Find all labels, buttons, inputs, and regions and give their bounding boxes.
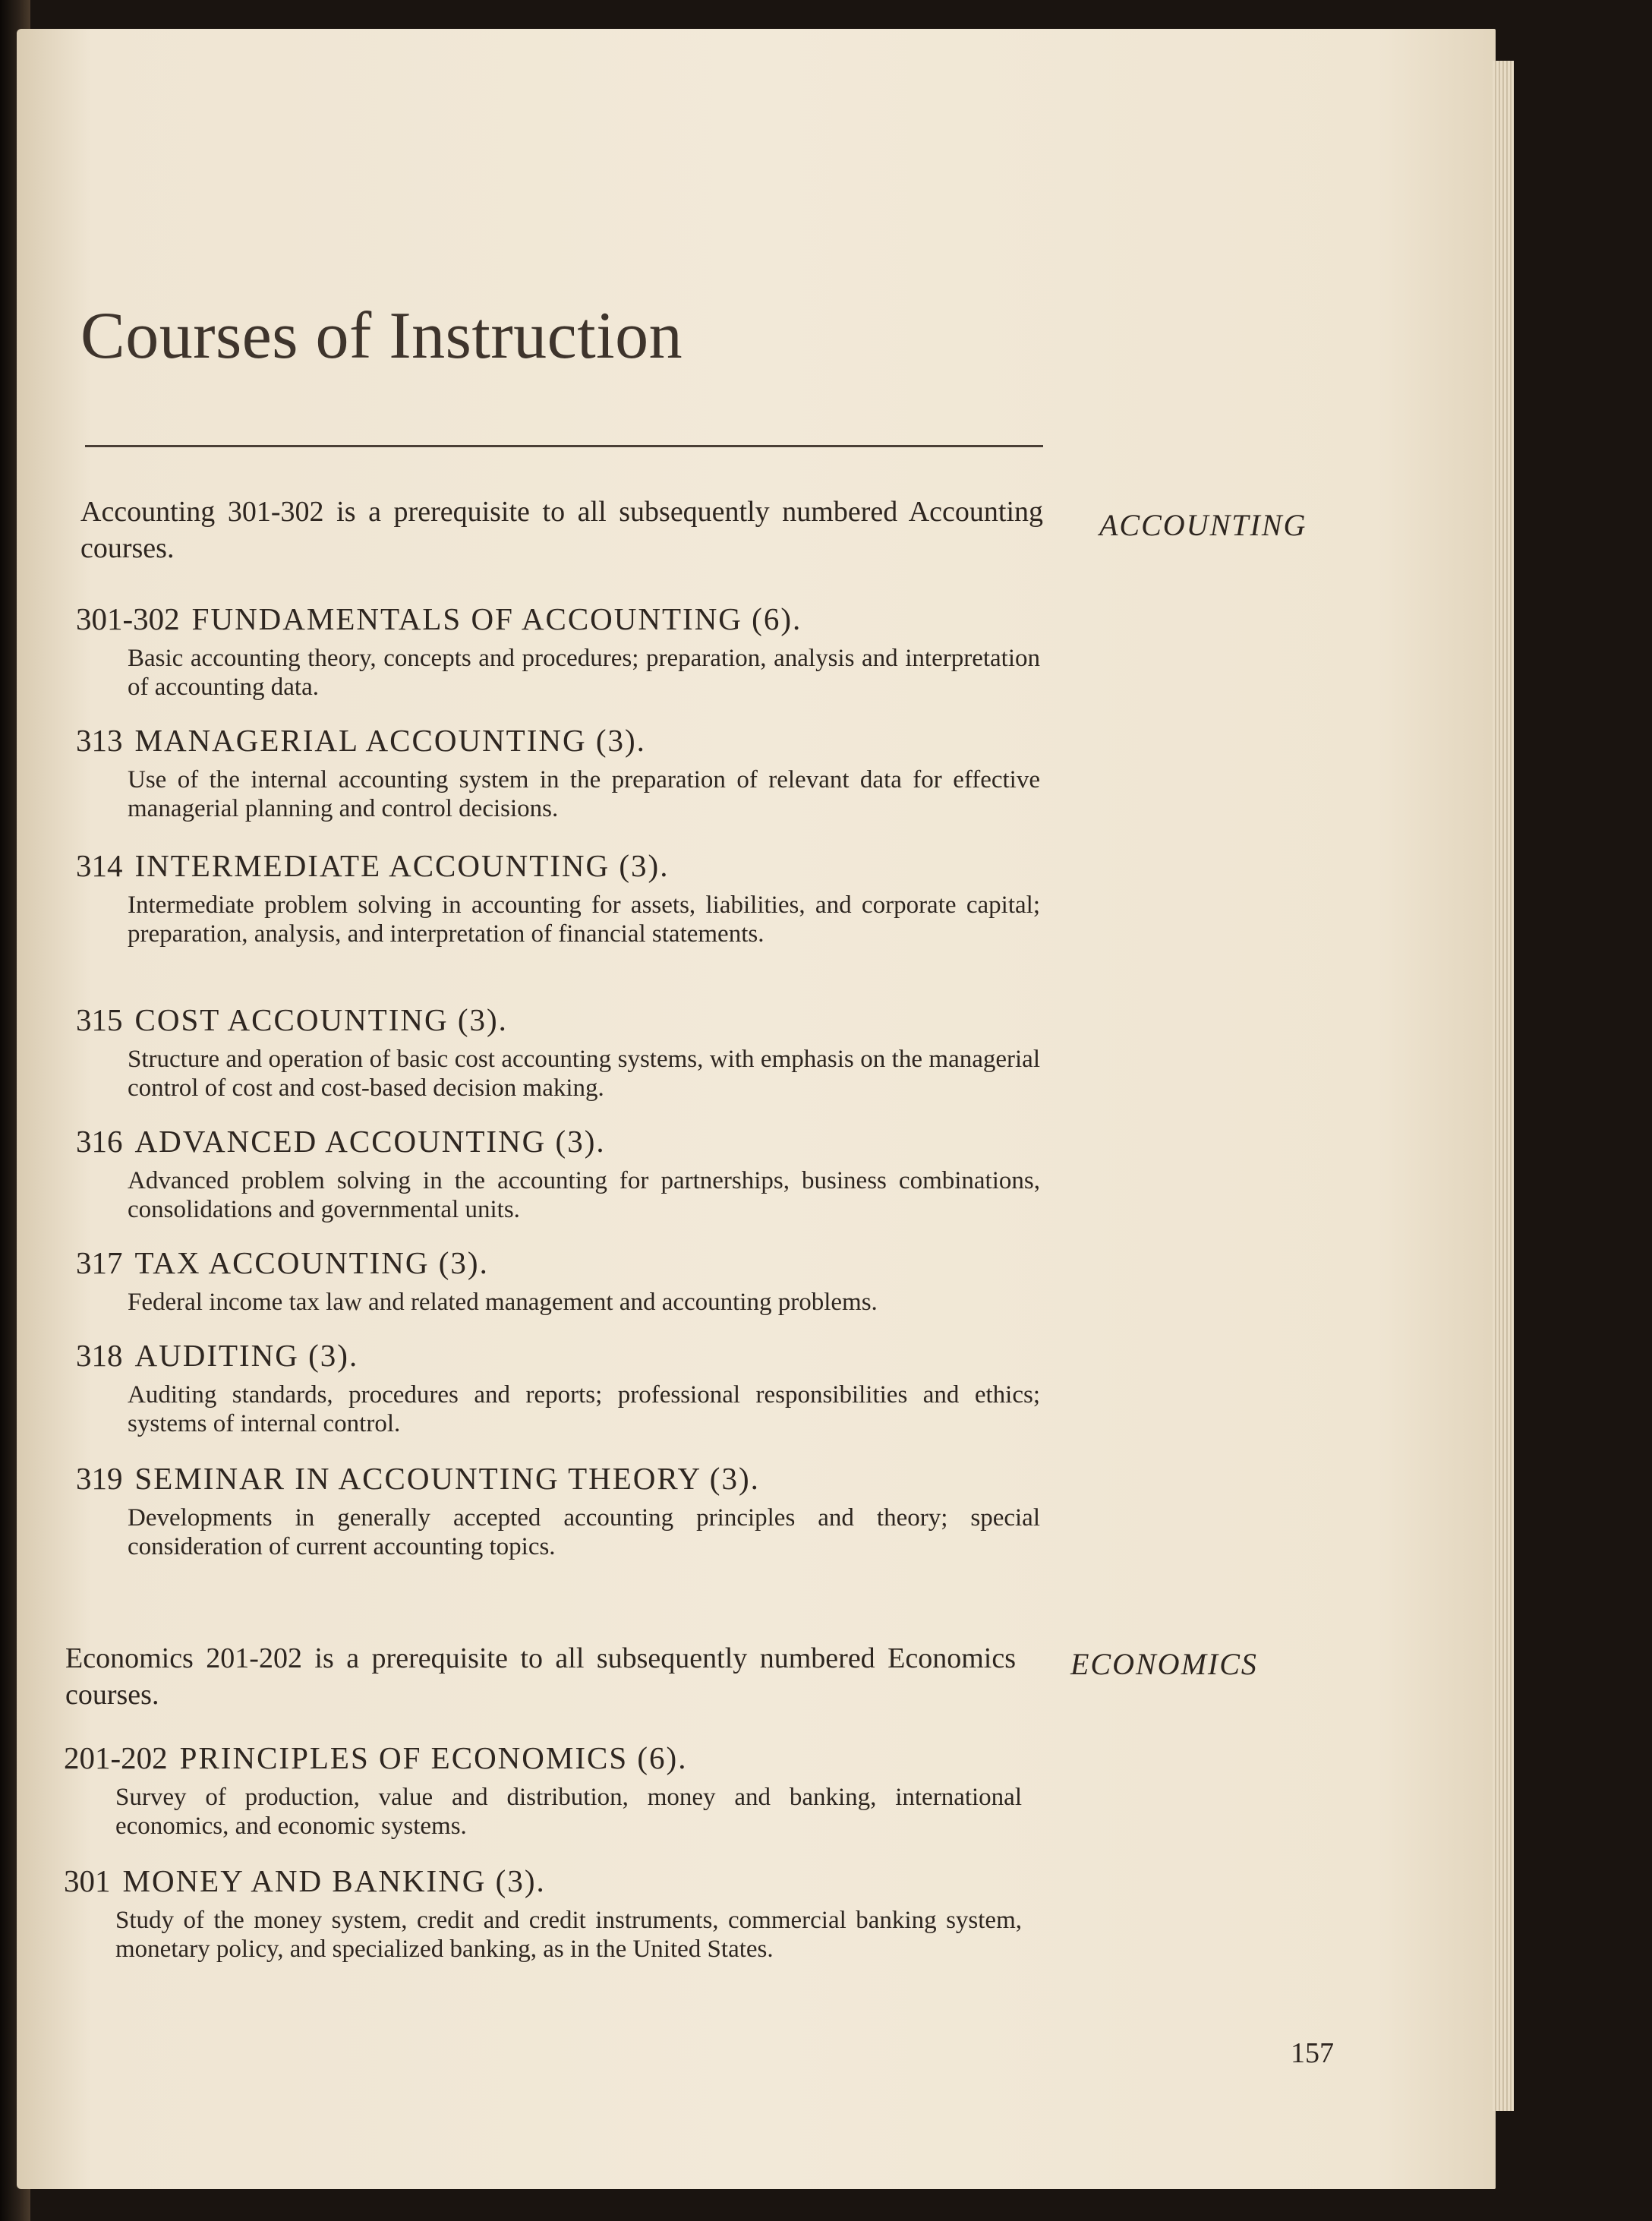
course-name: INTERMEDIATE ACCOUNTING (3). bbox=[134, 848, 670, 883]
course-description: Study of the money system, credit and credit instruments, commercial banking system, monetary policy, and specialized banking, as in the United States. bbox=[115, 1907, 1022, 1963]
course-acct-315 bbox=[76, 1001, 1040, 1103]
course-acct-314 bbox=[76, 847, 1040, 948]
page-number: 157 bbox=[1291, 2037, 1334, 2069]
course-description: Developments in generally accepted accounting principles and theory; special consideration of current accounting topics. bbox=[128, 1504, 1040, 1560]
course-number: 319 bbox=[76, 1461, 123, 1496]
section-label-accounting: ACCOUNTING bbox=[1099, 508, 1307, 542]
course-title bbox=[76, 847, 1040, 885]
course-number: 314 bbox=[76, 848, 123, 883]
course-description: Intermediate problem solving in accounting for assets, liabilities, and corporate capital; preparation, analysis, and interpretation of financial statements. bbox=[128, 891, 1040, 948]
course-name: COST ACCOUNTING (3). bbox=[134, 1002, 508, 1037]
course-number: 301-302 bbox=[76, 601, 180, 636]
title-rule bbox=[85, 445, 1043, 447]
course-title bbox=[76, 1336, 1040, 1374]
course-name: FUNDAMENTALS OF ACCOUNTING (6). bbox=[191, 601, 802, 636]
course-name: SEMINAR IN ACCOUNTING THEORY (3). bbox=[134, 1461, 760, 1496]
section-intro-accounting: Accounting 301-302 is a prerequisite to all subsequently numbered Accounting courses. bbox=[80, 496, 1043, 564]
course-title bbox=[64, 1739, 1022, 1777]
course-description: Basic accounting theory, concepts and procedures; preparation, analysis and interpretation of accounting data. bbox=[128, 645, 1040, 701]
course-title bbox=[76, 1122, 1040, 1160]
section-label-economics: ECONOMICS bbox=[1070, 1647, 1258, 1681]
course-name: ADVANCED ACCOUNTING (3). bbox=[134, 1124, 606, 1159]
course-acct-319 bbox=[76, 1459, 1040, 1561]
course-description: Advanced problem solving in the accounting for partnerships, business combinations, consolidations and governmental units. bbox=[128, 1167, 1040, 1223]
course-description: Structure and operation of basic cost accounting systems, with emphasis on the managerial control of cost and cost-based decision making. bbox=[128, 1046, 1040, 1102]
course-title bbox=[76, 600, 1040, 638]
course-title bbox=[64, 1862, 1022, 1900]
course-name: MANAGERIAL ACCOUNTING (3). bbox=[134, 723, 646, 758]
course-number: 318 bbox=[76, 1338, 123, 1373]
course-acct-313 bbox=[76, 721, 1040, 823]
course-number: 317 bbox=[76, 1245, 123, 1280]
course-acct-318 bbox=[76, 1336, 1040, 1438]
course-description: Survey of production, value and distribution, money and banking, international economics, and economic systems. bbox=[115, 1784, 1022, 1840]
course-acct-301-302 bbox=[76, 600, 1040, 702]
course-number: 313 bbox=[76, 723, 123, 758]
course-number: 301 bbox=[64, 1863, 111, 1898]
course-acct-317 bbox=[76, 1244, 1040, 1317]
course-description: Auditing standards, procedures and reports; professional responsibilities and ethics; systems of internal control. bbox=[128, 1381, 1040, 1437]
course-name: PRINCIPLES OF ECONOMICS (6). bbox=[179, 1740, 688, 1775]
course-title bbox=[76, 1244, 1040, 1282]
section-intro-economics: Economics 201-202 is a prerequisite to all subsequently numbered Economics courses. bbox=[65, 1642, 1016, 1711]
page-title: Courses of Instruction bbox=[80, 299, 683, 373]
course-name: AUDITING (3). bbox=[134, 1338, 359, 1373]
course-number: 315 bbox=[76, 1002, 123, 1037]
course-description: Use of the internal accounting system in the preparation of relevant data for effective managerial planning and control decisions. bbox=[128, 766, 1040, 822]
course-name: TAX ACCOUNTING (3). bbox=[134, 1245, 489, 1280]
course-acct-316 bbox=[76, 1122, 1040, 1224]
course-title bbox=[76, 1001, 1040, 1039]
course-title bbox=[76, 721, 1040, 759]
course-description: Federal income tax law and related management and accounting problems. bbox=[128, 1289, 878, 1316]
course-name: MONEY AND BANKING (3). bbox=[122, 1863, 546, 1898]
course-econ-301 bbox=[64, 1862, 1022, 1964]
course-number: 316 bbox=[76, 1124, 123, 1159]
course-title bbox=[76, 1459, 1040, 1497]
course-number: 201-202 bbox=[64, 1740, 168, 1775]
course-econ-201-202 bbox=[64, 1739, 1022, 1841]
